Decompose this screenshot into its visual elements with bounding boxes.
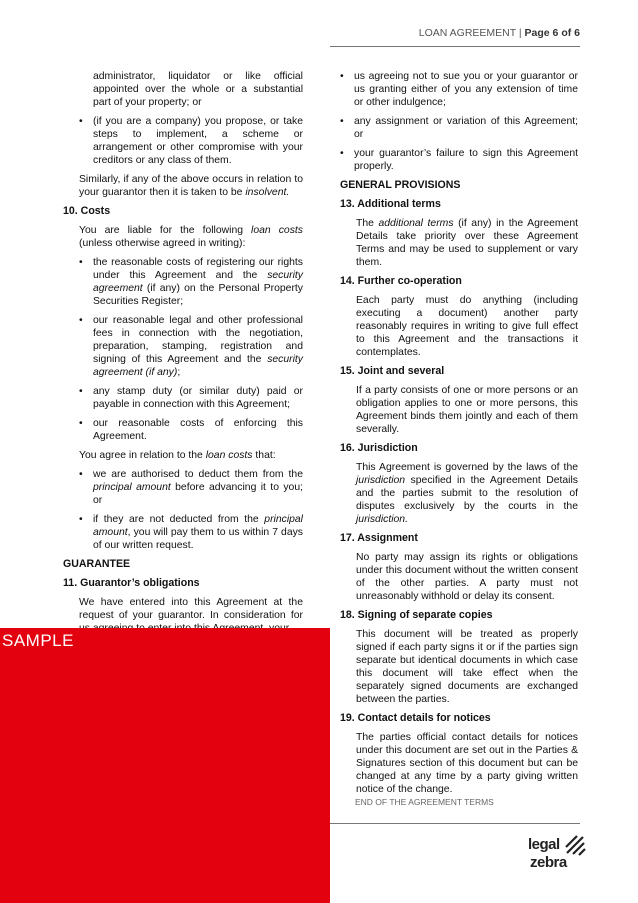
end-of-terms: END OF THE AGREEMENT TERMS	[355, 797, 494, 807]
section-heading: 13. Additional terms	[340, 198, 441, 210]
list-item: administrator, liquidator or like official appointed over the whole or a substantial part of your property; or	[93, 71, 303, 108]
sample-watermark	[0, 628, 330, 903]
list-item: • if they are not deducted from the principal amount, you will pay them to us within 7 days of our written request.	[79, 513, 303, 552]
section-heading: 10. Costs	[63, 205, 111, 217]
paragraph: If a party consists of one or more persons or an obligation applies to one or more persons, this Agreement binds them jointly and each of them severally.	[356, 385, 578, 435]
paragraph: Similarly, if any of the above occurs in relation to your guarantor then it is taken to be insolvent.	[79, 174, 303, 198]
list-item: • our reasonable legal and other professional fees in connection with the negotiation, preparation, stamping, registration and signing of this Agreement and the security agreement (if any);	[79, 314, 303, 379]
list-item: • us agreeing not to sue you or your guarantor or us granting either of you any extension of time or other indulgence;	[340, 70, 578, 109]
paragraph: This Agreement is governed by the laws of the jurisdiction specified in the Agreement Details and the parties submit to the resolution of disputes exclusively by the courts in the jurisdiction.	[356, 462, 578, 525]
list-item: • (if you are a company) you propose, or take steps to implement, a scheme or arrangement or other compromise with your creditors or any class of them.	[79, 115, 303, 167]
list-item: • we are authorised to deduct them from the principal amount before advancing it to you; or	[79, 468, 303, 507]
paragraph: You are liable for the following loan costs (unless otherwise agreed in writing):	[79, 225, 303, 249]
footer-divider	[330, 823, 580, 824]
section-heading: GENERAL PROVISIONS	[340, 179, 461, 191]
legal-zebra-logo: legal zebra	[528, 832, 588, 880]
paragraph: This document will be treated as properly signed if each party signs it or if the parties sign separate but identical documents in which case this document will take effect when the separately signed documents are exchanged between the parties.	[356, 629, 578, 705]
continued-list	[340, 70, 578, 173]
page-header	[419, 27, 580, 39]
list-item: • our reasonable costs of enforcing this Agreement.	[79, 417, 303, 443]
header-title: LOAN AGREEMENT |	[418, 27, 525, 39]
section-heading: 16. Jurisdiction	[340, 442, 418, 454]
paragraph: No party may assign its rights or obligations under this document without the written consent of the other parties. A party must not unreasonably withhold or delay its consent.	[356, 552, 578, 602]
section-heading: GUARANTEE	[63, 558, 131, 570]
section-heading: 14. Further co-operation	[340, 275, 462, 287]
sample-label: SAMPLE	[2, 631, 74, 650]
paragraph: The parties official contact details for notices under this document are set out in the Parties & Signatures section of this document but can be changed at any time by a party giving written notice of the change.	[356, 732, 578, 795]
header-divider	[330, 46, 580, 47]
section-heading: 18. Signing of separate copies	[340, 609, 493, 621]
continued-list	[79, 70, 303, 167]
costs-list	[79, 256, 303, 443]
section-heading: 17. Assignment	[340, 532, 418, 544]
section-heading: 15. Joint and several	[340, 365, 445, 377]
list-item: • any assignment or variation of this Agreement; or	[340, 115, 578, 141]
page-number: Page 6 of 6	[524, 27, 580, 39]
paragraph: We have entered into this Agreement at the request of your guarantor. In consideration for	[79, 597, 303, 621]
paragraph: The additional terms (if any) in the Agreement Details take priority over these Agreement Terms and may be used to supplement or vary them.	[356, 218, 578, 268]
section-heading: 19. Contact details for notices	[340, 712, 491, 724]
section-heading: 11. Guarantor’s obligations	[63, 577, 200, 589]
right-column	[340, 70, 578, 802]
zebra-stripes-icon	[564, 834, 586, 856]
list-item: • any stamp duty (or similar duty) paid or payable in connection with this Agreement;	[79, 385, 303, 411]
paragraph: Each party must do anything (including executing a document) another party reasonably requires in writing to give full effect to this Agreement and the transactions it contemplates.	[356, 295, 578, 358]
left-column	[63, 70, 303, 641]
agree-list	[79, 468, 303, 552]
list-item: • your guarantor’s failure to sign this Agreement properly.	[340, 147, 578, 173]
paragraph: You agree in relation to the loan costs that:	[79, 450, 276, 461]
list-item: • the reasonable costs of registering our rights under this Agreement and the security agreement (if any) on the Personal Property Securities Register;	[79, 256, 303, 308]
